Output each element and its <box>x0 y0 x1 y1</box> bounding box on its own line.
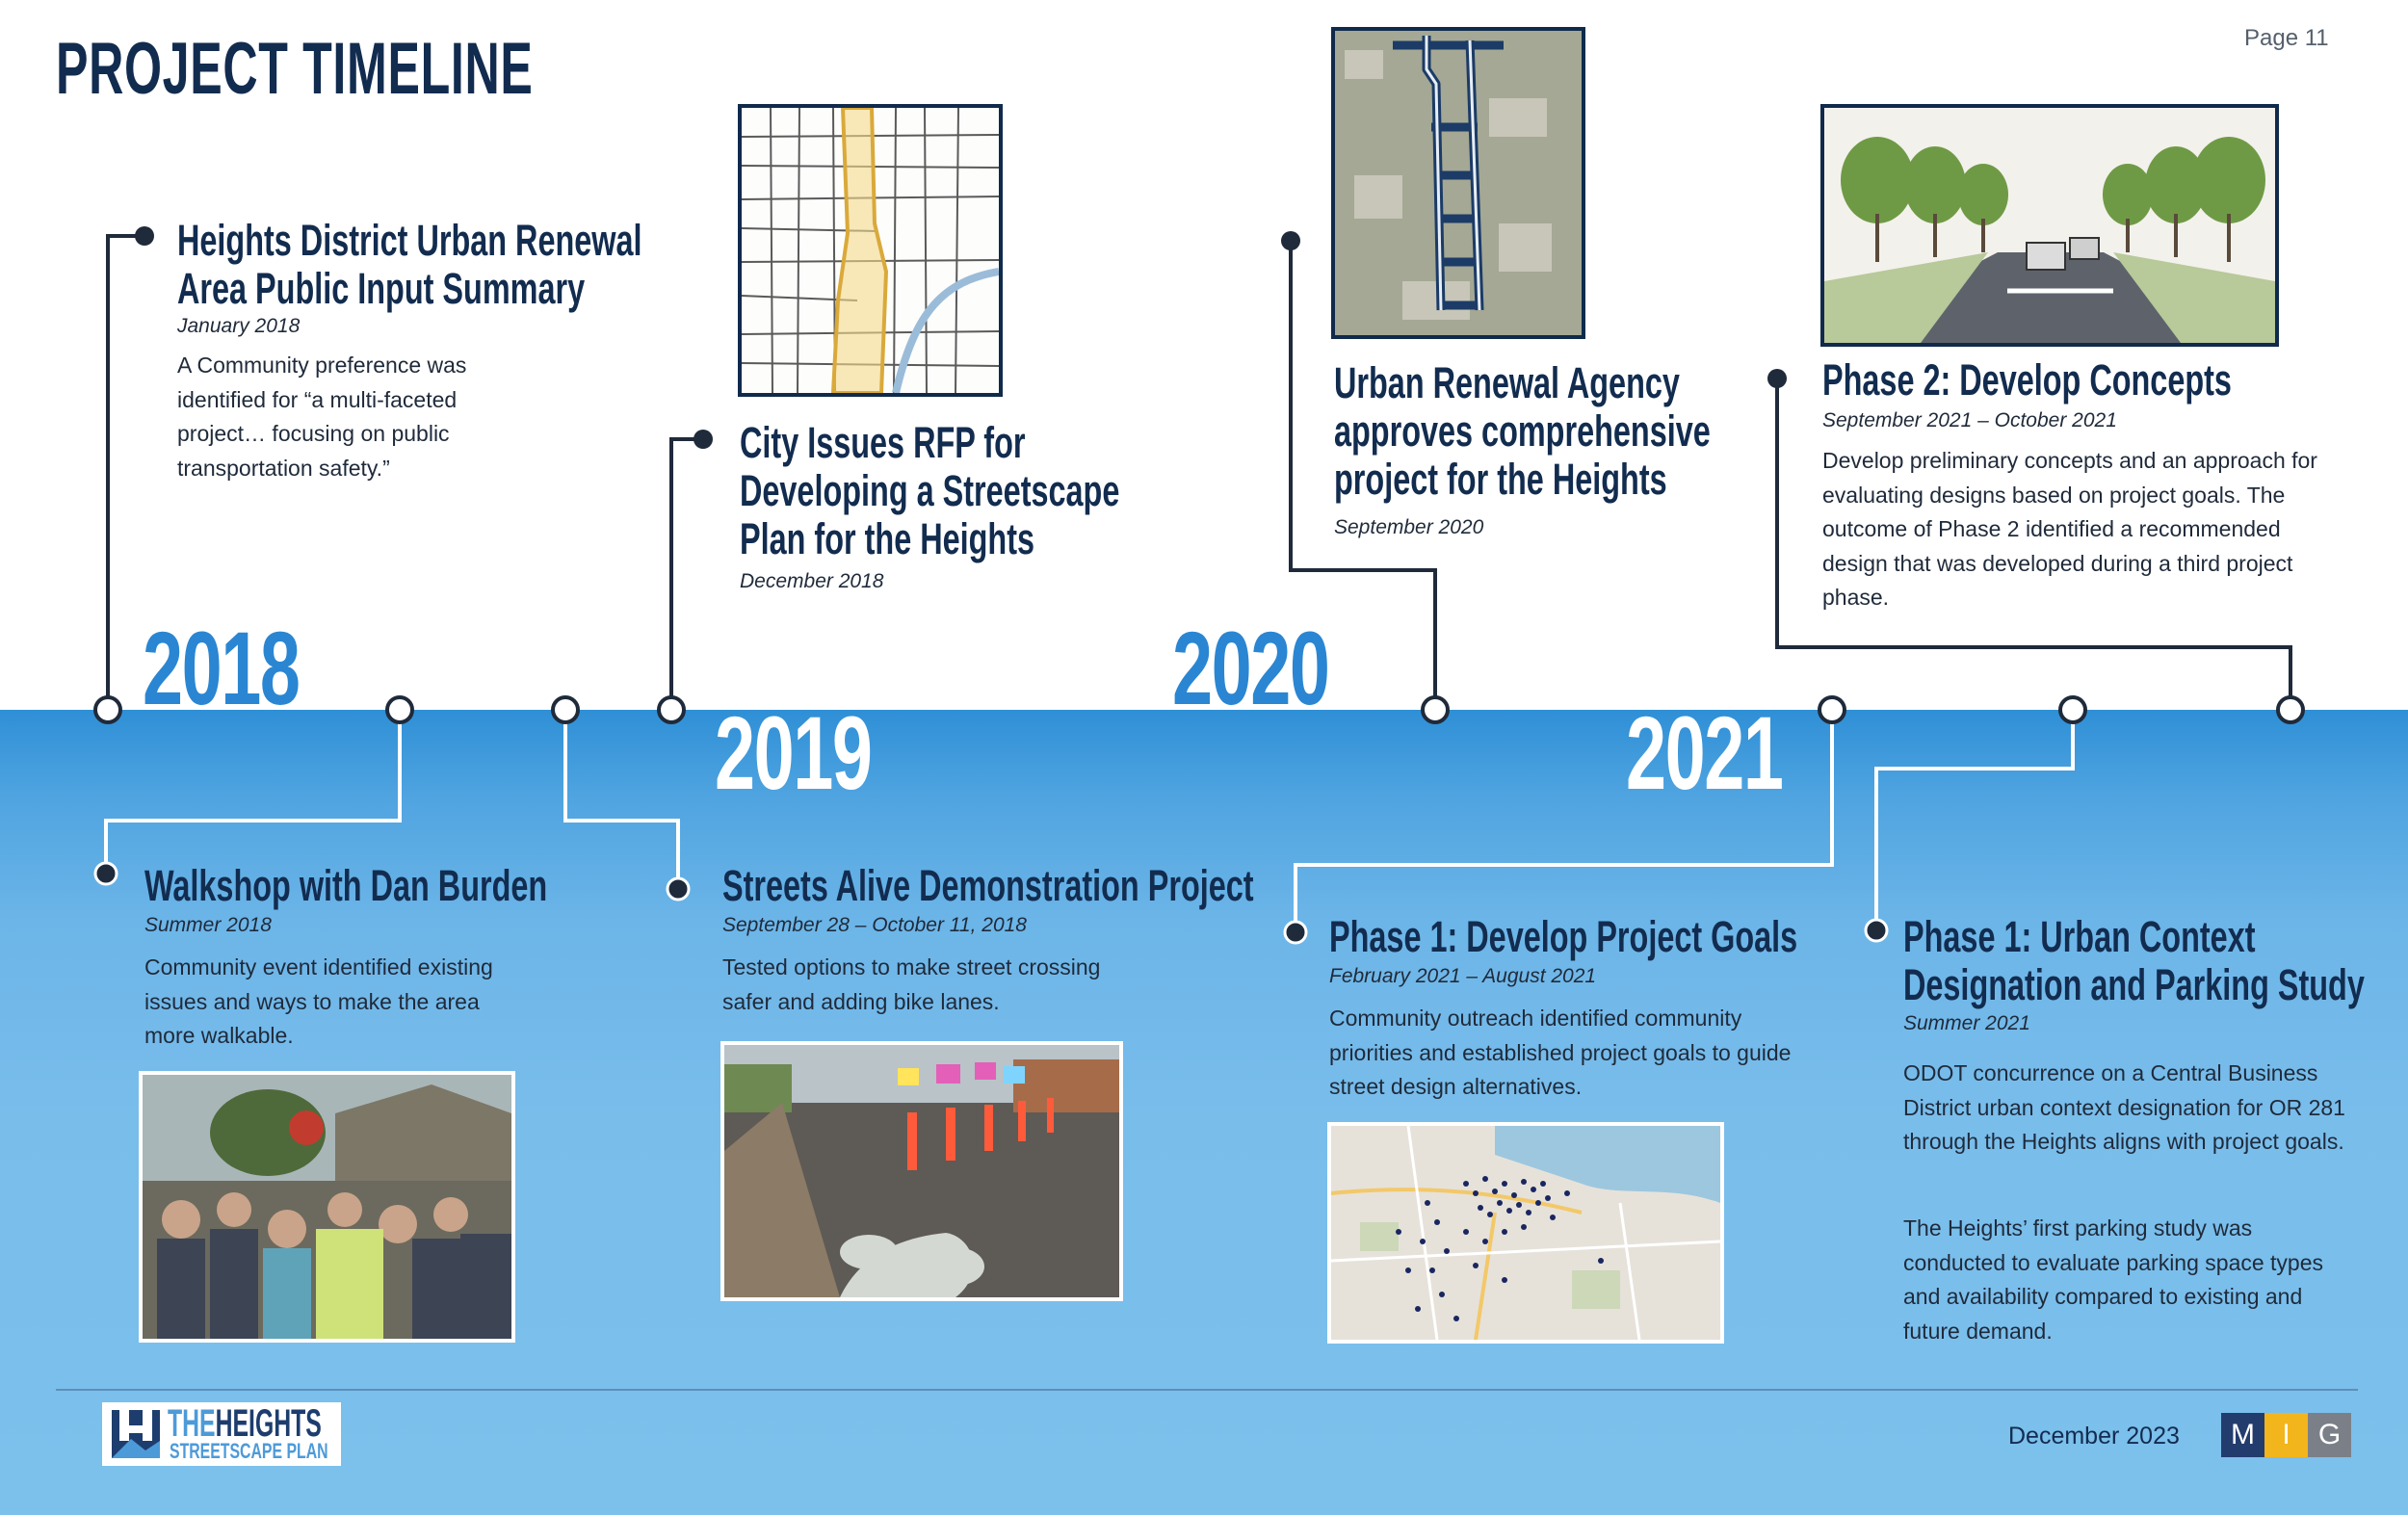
event-title-line: Heights District Urban Renewal <box>177 216 642 265</box>
event-body: Community outreach identified community priorities and established project goals to guide street design alternatives. <box>1329 1006 1792 1099</box>
event-date: January 2018 <box>177 315 301 337</box>
event-phase2-concepts <box>1822 356 2391 405</box>
event-title-line: Urban Renewal Agency <box>1334 358 1680 407</box>
event-title-line: Developing a Streetscape <box>740 466 1120 515</box>
event-body-2: The Heights’ first parking study was conducted to evaluate parking space types and availability compared to existing and future demand. <box>1903 1215 2324 1344</box>
page-number: Page 11 <box>2244 25 2329 51</box>
event-title-line: Plan for the Heights <box>740 514 1035 563</box>
event-urban-context <box>1903 913 2408 1009</box>
event-agency-approves <box>1334 359 1857 504</box>
heights-logo <box>102 1402 341 1466</box>
event-date: Summer 2018 <box>144 914 272 936</box>
year-2021: 2021 <box>1626 694 1783 811</box>
event-date: December 2018 <box>740 570 884 592</box>
event-phase1-goals <box>1329 913 1979 961</box>
logo-line1: THEHEIGHTS <box>168 1402 322 1445</box>
event-title-line: Phase 2: Develop Concepts <box>1822 355 2232 405</box>
event-body: Develop preliminary concepts and an approach for evaluating designs based on project goals. The outcome of Phase 2 identified a recommended design that was developed during a third project phase. <box>1822 448 2317 610</box>
event-title-line: City Issues RFP for <box>740 418 1026 467</box>
event-title: Walkshop with Dan Burden <box>144 861 548 910</box>
event-date: September 2020 <box>1334 516 1484 538</box>
event-title: Phase 1: Develop Project Goals <box>1329 912 1798 961</box>
event-title-line: Phase 1: Urban Context <box>1903 912 2256 961</box>
mig-letter-i: I <box>2264 1413 2308 1457</box>
walkshop-photo <box>139 1071 515 1343</box>
event-rfp <box>740 419 1268 563</box>
event-body: ODOT concurrence on a Central Business District urban context designation for OR 281 through the Heights aligns with project goals. <box>1903 1060 2345 1154</box>
mig-letter-m: M <box>2221 1413 2264 1457</box>
aerial-map-image <box>1331 27 1585 339</box>
event-body: A Community preference was identified for “a multi-faceted project… focusing on public transportation safety.” <box>177 353 467 481</box>
event-title-line: Designation and Parking Study <box>1903 960 2365 1009</box>
event-walkshop <box>144 862 704 910</box>
year-2018: 2018 <box>143 610 300 726</box>
page-title: PROJECT TIMELINE <box>56 28 534 110</box>
concept-sketch-image <box>1820 104 2279 347</box>
event-body: Tested options to make street crossing safer and adding bike lanes. <box>722 954 1101 1014</box>
streets-alive-photo <box>720 1041 1123 1301</box>
event-public-input-summary <box>177 217 823 313</box>
event-title-line: approves comprehensive <box>1334 406 1711 456</box>
footer-divider <box>56 1389 2358 1391</box>
event-date: February 2021 – August 2021 <box>1329 965 1597 987</box>
logo-line2: STREETSCAPE PLAN <box>170 1439 328 1463</box>
year-2020: 2020 <box>1172 610 1329 726</box>
event-streets-alive <box>722 862 1460 910</box>
event-title-line: Area Public Input Summary <box>177 264 586 313</box>
outreach-map-image <box>1327 1122 1724 1344</box>
mig-logo <box>2221 1413 2351 1457</box>
event-date: Summer 2021 <box>1903 1012 2030 1034</box>
event-date: September 28 – October 11, 2018 <box>722 914 1027 936</box>
event-title: Streets Alive Demonstration Project <box>722 861 1254 910</box>
mig-letter-g: G <box>2308 1413 2351 1457</box>
rfp-map-image <box>738 104 1003 397</box>
year-2019: 2019 <box>715 694 872 811</box>
event-date: September 2021 – October 2021 <box>1822 409 2117 431</box>
event-body: Community event identified existing issues and ways to make the area more walkable. <box>144 954 493 1048</box>
footer-date: December 2023 <box>2008 1423 2180 1450</box>
event-title-line: project for the Heights <box>1334 455 1667 504</box>
